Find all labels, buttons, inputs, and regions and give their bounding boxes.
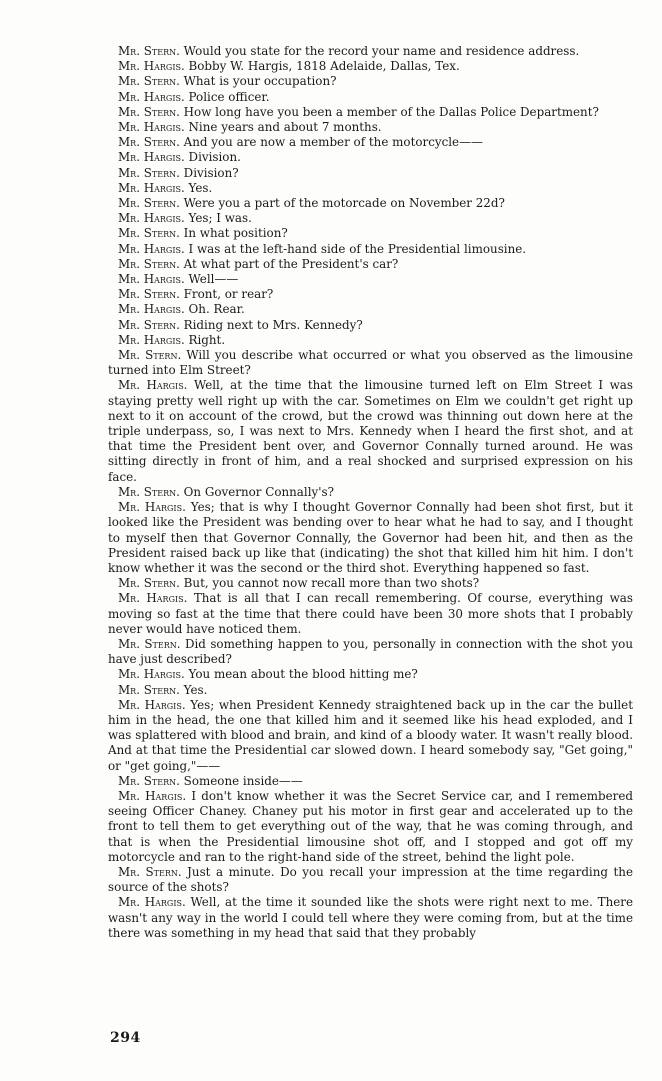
speaker-label: Mr. Stern. bbox=[118, 287, 180, 302]
statement-text: Yes; when President Kennedy straightened back up in the car the bullet him in the head, the one that killed him and it seemed like his head exploded, and I was splattered with blood and brain, and kind of a bloody water. It wasn't really blood. And at that time the Presidential car slowed down. I heard somebody say, "Get going," or "get going,"—— bbox=[108, 697, 633, 773]
testimony-paragraph bbox=[108, 90, 633, 105]
statement-text: Did something happen to you, personally in connection with the shot you have just described? bbox=[108, 636, 633, 667]
speaker-label: Mr. Stern. bbox=[118, 74, 180, 89]
speaker-label: Mr. Hargis. bbox=[118, 150, 185, 165]
statement-text: Oh. Rear. bbox=[188, 302, 245, 317]
testimony-transcript bbox=[108, 44, 633, 941]
statement-text: At what part of the President's car? bbox=[183, 256, 399, 271]
speaker-label: Mr. Hargis. bbox=[118, 89, 185, 104]
statement-text: On Governor Connally's? bbox=[183, 484, 334, 499]
testimony-paragraph bbox=[108, 576, 633, 591]
statement-text: Well, at the time that the limousine turned left on Elm Street I was staying pretty well right up with the car. Sometimes on Elm we couldn't get right up next to it on account of the crowd, but the crowd was thinning out down here at the triple underpass, so, I was next to Mrs. Kennedy when I heard the first shot, and at that time the President bent over, and Governor Connally turned around. He was sitting directly in front of him, and a real shocked and surprised expression on his face. bbox=[108, 378, 633, 484]
testimony-paragraph bbox=[108, 591, 633, 637]
statement-text: Just a minute. Do you recall your impression at the time regarding the source of the shots? bbox=[108, 864, 634, 895]
speaker-label: Mr. Hargis. bbox=[118, 120, 185, 135]
statement-text: Right. bbox=[188, 332, 226, 347]
statement-text: Bobby W. Hargis, 1818 Adelaide, Dallas, Tex. bbox=[188, 59, 460, 74]
statement-text: Yes. bbox=[188, 180, 213, 195]
testimony-paragraph bbox=[108, 667, 633, 682]
speaker-label: Mr. Stern. bbox=[118, 196, 180, 211]
speaker-label: Mr. Hargis. bbox=[118, 332, 185, 347]
speaker-label: Mr. Stern. bbox=[118, 348, 182, 363]
speaker-label: Mr. Hargis. bbox=[118, 697, 186, 712]
speaker-label: Mr. Hargis. bbox=[118, 788, 187, 803]
testimony-paragraph bbox=[108, 378, 633, 484]
testimony-paragraph bbox=[108, 196, 633, 211]
speaker-label: Mr. Stern. bbox=[118, 226, 180, 241]
statement-text: I was at the left-hand side of the Presidential limousine. bbox=[188, 241, 527, 256]
statement-text: Well, at the time it sounded like the shots were right next to me. There wasn't any way in the world I could tell where they were coming from, but at the time there was something in my head that said that they probably bbox=[108, 895, 634, 940]
testimony-paragraph bbox=[108, 135, 633, 150]
testimony-paragraph bbox=[108, 318, 633, 333]
testimony-paragraph bbox=[108, 44, 633, 59]
speaker-label: Mr. Stern. bbox=[118, 682, 180, 697]
testimony-paragraph bbox=[108, 59, 633, 74]
speaker-label: Mr. Hargis. bbox=[118, 302, 185, 317]
testimony-paragraph bbox=[108, 272, 633, 287]
statement-text: Were you a part of the motorcade on November 22d? bbox=[183, 196, 505, 211]
statement-text: Yes; that is why I thought Governor Connally had been shot first, but it looked like the President was bending over to hear what he had to say, and I thought to myself then that Governor Connally, the Governor had been hit, and then as the President raised back up like that (indicating) the shot that killed him hit him. I don't know whether it was the second or the third shot. Everything happened so fast. bbox=[108, 500, 633, 575]
testimony-paragraph bbox=[108, 166, 633, 181]
speaker-label: Mr. Stern. bbox=[118, 165, 180, 180]
page-number: 294 bbox=[110, 1030, 141, 1046]
speaker-label: Mr. Stern. bbox=[118, 317, 180, 332]
testimony-paragraph bbox=[108, 637, 633, 667]
speaker-label: Mr. Stern. bbox=[118, 104, 180, 119]
testimony-paragraph bbox=[108, 485, 633, 500]
testimony-paragraph bbox=[108, 150, 633, 165]
statement-text: How long have you been a member of the Dallas Police Department? bbox=[183, 104, 599, 119]
testimony-paragraph bbox=[108, 287, 633, 302]
statement-text: In what position? bbox=[183, 226, 288, 241]
testimony-paragraph bbox=[108, 74, 633, 89]
testimony-paragraph bbox=[108, 257, 633, 272]
testimony-paragraph bbox=[108, 333, 633, 348]
statement-text: Police officer. bbox=[188, 89, 270, 104]
testimony-paragraph bbox=[108, 865, 633, 895]
statement-text: Well—— bbox=[188, 272, 239, 287]
statement-text: Nine years and about 7 months. bbox=[188, 120, 382, 135]
statement-text: Division. bbox=[188, 150, 241, 165]
testimony-paragraph bbox=[108, 789, 633, 865]
speaker-label: Mr. Hargis. bbox=[118, 211, 185, 226]
statement-text: Front, or rear? bbox=[183, 287, 274, 302]
statement-text: And you are now a member of the motorcycle—— bbox=[183, 135, 483, 150]
testimony-paragraph bbox=[108, 226, 633, 241]
testimony-paragraph bbox=[108, 698, 633, 774]
speaker-label: Mr. Stern. bbox=[118, 256, 180, 271]
speaker-label: Mr. Stern. bbox=[118, 44, 180, 58]
statement-text: What is your occupation? bbox=[183, 74, 337, 89]
speaker-label: Mr. Stern. bbox=[118, 135, 180, 150]
speaker-label: Mr. Stern. bbox=[118, 576, 180, 591]
speaker-label: Mr. Stern. bbox=[118, 636, 181, 651]
testimony-paragraph bbox=[108, 181, 633, 196]
statement-text: But, you cannot now recall more than two shots? bbox=[183, 576, 480, 591]
speaker-label: Mr. Hargis. bbox=[118, 378, 188, 393]
testimony-paragraph bbox=[108, 500, 633, 576]
testimony-paragraph bbox=[108, 211, 633, 226]
speaker-label: Mr. Hargis. bbox=[118, 272, 185, 287]
statement-text: Someone inside—— bbox=[183, 773, 303, 788]
testimony-paragraph bbox=[108, 683, 633, 698]
testimony-paragraph bbox=[108, 105, 633, 120]
speaker-label: Mr. Stern. bbox=[118, 773, 180, 788]
statement-text: I don't know whether it was the Secret Service car, and I remembered seeing Officer Chaney. Chaney put his motor in first gear and accelerated up to the front to tell them to get everything out of the way, that he was coming through, and that is when the Presidential limousine shot off, and I stopped and got off my motorcycle and ran to the right-hand side of the street, behind the light pole. bbox=[108, 788, 633, 864]
speaker-label: Mr. Hargis. bbox=[118, 591, 188, 606]
testimony-paragraph bbox=[108, 895, 633, 941]
speaker-label: Mr. Hargis. bbox=[118, 895, 186, 910]
speaker-label: Mr. Stern. bbox=[118, 484, 180, 499]
statement-text: Would you state for the record your name and residence address. bbox=[183, 44, 580, 58]
statement-text: Will you describe what occurred or what you observed as the limousine turned into Elm Street? bbox=[108, 348, 634, 378]
statement-text: Division? bbox=[183, 165, 239, 180]
testimony-paragraph bbox=[108, 774, 633, 789]
statement-text: Riding next to Mrs. Kennedy? bbox=[183, 317, 363, 332]
speaker-label: Mr. Hargis. bbox=[118, 667, 185, 682]
speaker-label: Mr. Hargis. bbox=[118, 59, 185, 74]
statement-text: That is all that I can recall remembering. Of course, everything was moving so fast at the time that there could have been 30 more shots that I probably never would have noticed them. bbox=[108, 591, 633, 636]
testimony-paragraph bbox=[108, 348, 633, 378]
speaker-label: Mr. Hargis. bbox=[118, 500, 186, 515]
testimony-paragraph bbox=[108, 242, 633, 257]
testimony-paragraph bbox=[108, 302, 633, 317]
speaker-label: Mr. Hargis. bbox=[118, 180, 185, 195]
statement-text: Yes; I was. bbox=[188, 211, 252, 226]
testimony-paragraph bbox=[108, 120, 633, 135]
speaker-label: Mr. Stern. bbox=[118, 864, 182, 879]
statement-text: You mean about the blood hitting me? bbox=[188, 667, 418, 682]
speaker-label: Mr. Hargis. bbox=[118, 241, 185, 256]
statement-text: Yes. bbox=[183, 682, 208, 697]
